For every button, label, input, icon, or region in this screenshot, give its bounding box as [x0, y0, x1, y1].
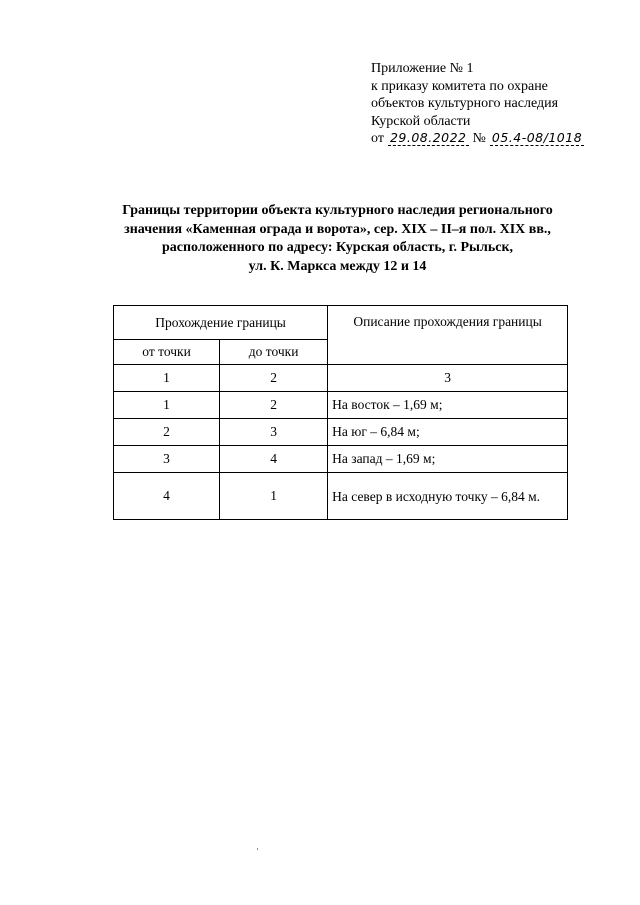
order-number: 05.4-08/1018	[491, 130, 583, 145]
cell-from: 4	[114, 473, 220, 520]
table-row	[114, 473, 568, 520]
title-line-3: расположенного по адресу: Курская область, г. Рыльск,	[161, 240, 514, 255]
cell-to: 4	[220, 446, 328, 473]
table-header-row	[114, 306, 568, 340]
header-passage: Прохождение границы	[114, 306, 328, 340]
order-reference	[371, 130, 621, 148]
scan-speck	[257, 848, 258, 850]
appendix-line-1: Приложение № 1	[371, 61, 474, 76]
cell-description: На восток – 1,69 м;	[328, 392, 568, 419]
from-label: от	[371, 131, 384, 146]
column-number-row	[114, 365, 568, 392]
column-number: 2	[220, 365, 328, 392]
table-row	[114, 392, 568, 419]
number-label: №	[472, 131, 486, 146]
cell-to: 1	[220, 473, 328, 520]
title-line-1: Границы территории объекта культурного наследия регионального	[122, 203, 553, 218]
appendix-line-2: к приказу комитета по охране	[371, 78, 548, 94]
document-title	[90, 202, 585, 276]
appendix-line-4: Курской области	[371, 113, 471, 129]
cell-from: 1	[114, 392, 220, 419]
order-date: 29.08.2022	[389, 130, 467, 145]
cell-to: 3	[220, 419, 328, 446]
cell-description: На север в исходную точку – 6,84 м.	[328, 473, 568, 520]
title-line-2: значения «Каменная ограда и ворота», сер. XIX – II–я пол. XIX вв.,	[124, 221, 551, 237]
table-row	[114, 446, 568, 473]
header-description: Описание прохождения границы	[328, 306, 568, 365]
cell-description: На запад – 1,69 м;	[328, 446, 568, 473]
table-row	[114, 419, 568, 446]
boundary-table	[113, 305, 568, 520]
cell-to: 2	[220, 392, 328, 419]
column-number: 1	[114, 365, 220, 392]
cell-from: 3	[114, 446, 220, 473]
appendix-line-3: объектов культурного наследия	[371, 96, 559, 111]
cell-from: 2	[114, 419, 220, 446]
cell-description: На юг – 6,84 м;	[328, 419, 568, 446]
header-from: от точки	[114, 340, 220, 365]
header-to: до точки	[220, 340, 328, 365]
column-number: 3	[328, 365, 568, 392]
title-line-4: ул. К. Маркса между 12 и 14	[248, 258, 427, 274]
appendix-header	[371, 60, 621, 148]
